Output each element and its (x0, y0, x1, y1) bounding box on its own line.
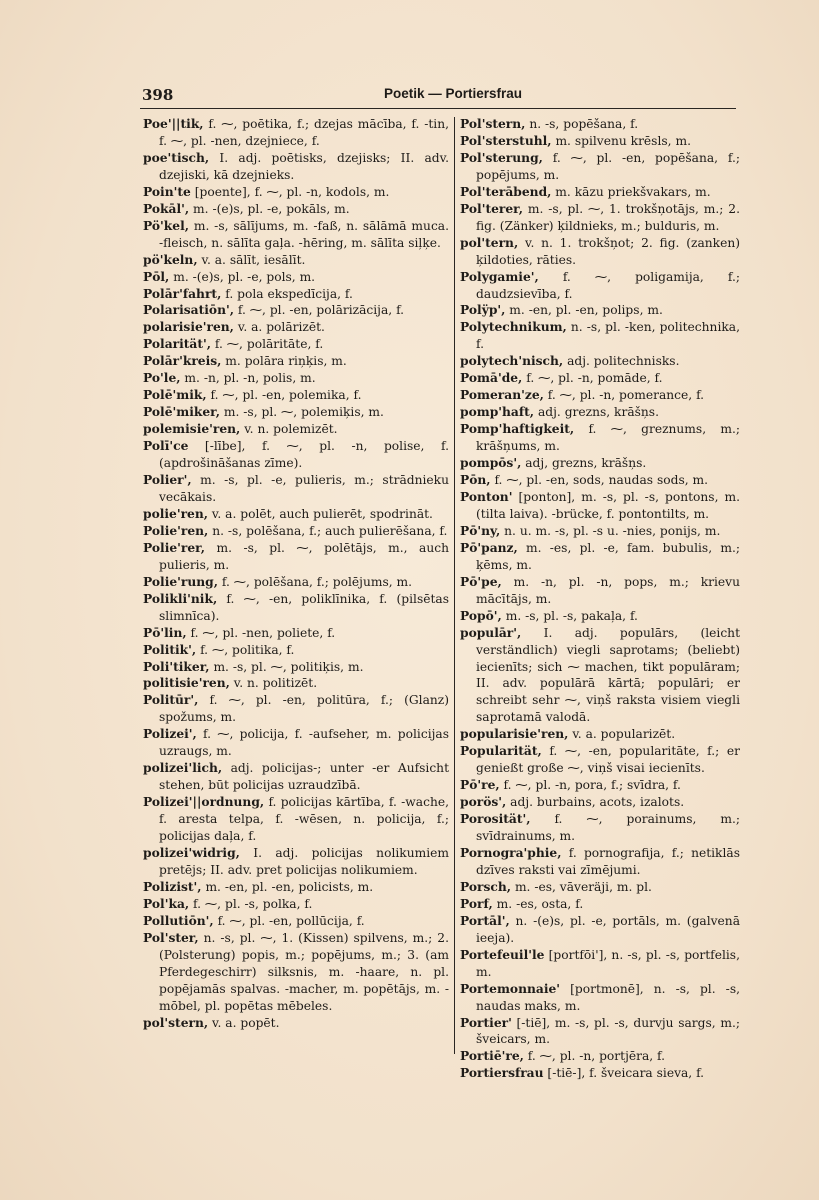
entry-headword: Pō'ny, (460, 522, 501, 538)
dictionary-entry (460, 269, 740, 303)
entry-headword: Polygamie', (460, 268, 539, 284)
entry-headword: Polikli'nik, (143, 590, 218, 606)
entry-headword: Popularität, (460, 743, 542, 759)
entry-definition: m. spilvenu krēsls, m. (551, 133, 691, 148)
entry-definition: v. n. politizēt. (229, 676, 318, 691)
entry-definition: n. -s, pl. -ken, politechnika, f. (476, 320, 740, 352)
entry-headword: porös', (460, 794, 507, 810)
entry-definition: f. ⁓, porainums, m.; svīdrainums, m. (476, 812, 740, 844)
entry-headword: Portiē're, (460, 1048, 524, 1064)
entry-definition: f. ⁓, policija, f. -aufseher, m. policijas uzraugs, m. (159, 727, 449, 759)
entry-headword: Pornogra'phie, (460, 844, 562, 860)
dictionary-entry (460, 184, 740, 201)
entry-definition: n. u. m. -s, pl. -s u. -nies, ponijs, m. (500, 523, 721, 538)
column-divider (454, 117, 455, 1054)
entry-definition: v. a. popēt. (208, 1015, 280, 1030)
entry-definition: m. -s, pl. -s, pakaļa, f. (501, 608, 638, 623)
dictionary-entry (460, 896, 740, 913)
entry-headword: Poe'||tik, (143, 116, 204, 131)
entry-headword: Polī'ce (143, 438, 189, 454)
entry-definition: f. pola ekspedīcija, f. (221, 286, 353, 301)
dictionary-entry (460, 913, 740, 947)
dictionary-entry (460, 455, 740, 472)
entry-headword: Pol'sterstuhl, (460, 132, 552, 148)
entry-definition: m. -n, pl. -n, pops, m.; krievu mācītājs, m. (476, 574, 740, 606)
entry-definition: adj. politechnisks. (563, 354, 680, 369)
dictionary-entry (143, 319, 449, 336)
dictionary-entry (460, 608, 740, 625)
dictionary-entry (143, 913, 449, 930)
dictionary-entry (143, 794, 449, 845)
entry-definition: f. ⁓, pl. -n, portjēra, f. (523, 1049, 666, 1064)
dictionary-entry (460, 201, 740, 235)
entry-definition: adj, grezns, krāšņs. (521, 456, 647, 471)
dictionary-entry (143, 472, 449, 506)
entry-definition: f. ⁓, polēšana, f.; polējums, m. (218, 574, 413, 589)
entry-headword: Pō'lin, (143, 624, 187, 640)
dictionary-entry (143, 642, 449, 659)
entry-definition: m. -(e)s, pl. -e, pols, m. (169, 269, 316, 284)
entry-headword: Poin'te (143, 183, 191, 199)
left-column (143, 116, 449, 1031)
entry-headword: Portāl', (460, 912, 510, 928)
dictionary-entry (143, 438, 449, 472)
entry-definition: f. ⁓, pl. -en, politūra, f.; (Glanz) spožums, m. (159, 693, 449, 725)
entry-headword: Pol'ka, (143, 895, 190, 911)
entry-definition: [-tiē], m. -s, pl. -s, durvju sargs, m.; šveicars, m. (476, 1015, 740, 1047)
dictionary-entry (143, 201, 449, 218)
entry-definition: [portfōi'], n. -s, pl. -s, portfelis, m. (476, 947, 740, 979)
entry-headword: polarisie'ren, (143, 319, 234, 335)
entry-headword: Pomp'haftigkeit, (460, 421, 575, 437)
dictionary-entry (143, 930, 449, 1015)
dictionary-entry (460, 302, 740, 319)
entry-headword: Polie'rung, (143, 573, 219, 589)
entry-definition: f. ⁓, pl. -n, pomāde, f. (522, 371, 663, 386)
entry-headword: Popō', (460, 607, 502, 623)
entry-headword: Politūr', (143, 692, 199, 708)
entry-definition: f. ⁓, poligamija, f.; daudzsievība, f. (476, 269, 740, 301)
entry-definition: I. adj. policijas nolikumiem pretējs; II. adv. pret policijas nolikumiem. (159, 845, 449, 877)
entry-headword: Portemonnaie' (460, 980, 561, 996)
entry-definition: f. ⁓, pl. -en, popēšana, f.; popējums, m. (476, 150, 740, 182)
dictionary-entry (460, 726, 740, 743)
entry-headword: Porosität', (460, 811, 531, 827)
entry-definition: m. -en, pl. -en, policists, m. (201, 879, 374, 894)
entry-headword: Portiersfrau (460, 1065, 544, 1081)
dictionary-entry (460, 540, 740, 574)
dictionary-entry (143, 845, 449, 879)
entry-definition: m. -s, sālījums, m. -faß, n. sālāmā muca. -fleisch, n. sālīta gaļa. -hēring, m. sālīta siļķe. (159, 218, 449, 250)
entry-definition: m. -en, pl. -en, polips, m. (505, 303, 663, 318)
dictionary-entry (143, 150, 449, 184)
entry-headword: Pomeran'ze, (460, 387, 544, 403)
dictionary-entry (460, 1065, 740, 1082)
entry-headword: Pōl, (143, 268, 170, 284)
entry-definition: [poente], f. ⁓, pl. -n, kodols, m. (190, 184, 390, 199)
entry-headword: poe'tisch, (143, 149, 210, 165)
entry-definition: f. ⁓, greznums, m.; krāšņums, m. (476, 422, 740, 454)
entry-definition: f. ⁓, politika, f. (196, 642, 295, 657)
entry-headword: Politik', (143, 641, 197, 657)
dictionary-entry (460, 404, 740, 421)
entry-headword: Pö'kel, (143, 217, 190, 233)
dictionary-entry (143, 387, 449, 404)
entry-definition: m. -s, pl. ⁓, politiķis, m. (209, 659, 364, 674)
entry-headword: Polie'ren, (143, 522, 209, 538)
entry-definition: v. n. 1. trokšņot; 2. fig. (zanken) ķildoties, rāties. (476, 235, 740, 267)
entry-headword: Po'le, (143, 370, 181, 386)
right-column (460, 116, 740, 1082)
dictionary-entry (460, 235, 740, 269)
entry-definition: f. ⁓, pl. -n, pora, f.; svīdra, f. (499, 778, 681, 793)
dictionary-entry (460, 353, 740, 370)
dictionary-entry (143, 269, 449, 286)
entry-headword: pol'tern, (460, 234, 519, 250)
entry-definition: [-lībe], f. ⁓, pl. -n, polise, f. (apdrošināšanas zīme). (159, 439, 449, 471)
dictionary-entry (460, 879, 740, 896)
dictionary-entry (460, 133, 740, 150)
entry-definition: f. ⁓, poētika, f.; dzejas mācība, f. -tin, f. ⁓, pl. -nen, dzejniece, f. (159, 117, 449, 148)
entry-headword: politisie'ren, (143, 675, 230, 691)
dictionary-entry (143, 625, 449, 642)
entry-headword: Pōn, (460, 472, 491, 488)
entry-headword: Pollutiōn', (143, 912, 214, 928)
entry-headword: Pol'terābend, (460, 183, 552, 199)
dictionary-entry (460, 743, 740, 777)
dictionary-entry (143, 659, 449, 676)
entry-definition: m. polāra riņķis, m. (221, 354, 347, 369)
dictionary-entry (460, 811, 740, 845)
dictionary-entry (460, 116, 740, 133)
dictionary-entry (143, 302, 449, 319)
entry-definition: adj. policijas-; unter -er Aufsicht stehen, būt policijas uzraudzībā. (159, 761, 449, 793)
entry-headword: Portefeuil'le (460, 946, 545, 962)
running-head: Poetik — Portiersfrau (384, 86, 523, 101)
entry-definition: m. -n, pl. -n, polis, m. (180, 371, 316, 386)
entry-definition: v. a. popularizēt. (568, 727, 676, 742)
entry-headword: Polē'mik, (143, 387, 207, 403)
dictionary-entry (460, 574, 740, 608)
entry-headword: Porf, (460, 895, 493, 911)
entry-headword: pomp'haft, (460, 404, 535, 420)
entry-headword: polie'ren, (143, 505, 209, 521)
dictionary-entry (143, 506, 449, 523)
dictionary-entry (143, 404, 449, 421)
dictionary-entry (143, 896, 449, 913)
entry-definition: I. adj. populārs, (leicht verständlich) viegli saprotams; (beliebt) iecienīts; sich ⁓ machen, tikt populāram; II. adv. populārā kārtā; populāri; er schreibt sehr ⁓, viņš raksta visiem viegli saprotamā valodā. (476, 625, 740, 725)
entry-definition: m. -s, pl. ⁓, polētājs, m., auch pulieris, m. (159, 540, 449, 572)
entry-definition: f. ⁓, pl. -en, sods, naudas sods, m. (490, 473, 709, 488)
entry-headword: Pō'pe, (460, 573, 502, 589)
dictionary-entry (143, 540, 449, 574)
entry-headword: Poli'tiker, (143, 658, 210, 674)
entry-headword: Polarität', (143, 336, 212, 352)
entry-definition: f. ⁓, pl. -s, polka, f. (189, 896, 313, 911)
entry-definition: m. kāzu priekšvakars, m. (551, 184, 711, 199)
entry-headword: Polarisatiōn', (143, 302, 234, 318)
dictionary-entry (460, 777, 740, 794)
entry-definition: [ponton], m. -s, pl. -s, pontons, m. (tilta laiva). -brücke, f. pontontilts, m. (476, 489, 740, 521)
entry-headword: Pol'sterung, (460, 149, 543, 165)
entry-headword: pompōs', (460, 455, 522, 471)
dictionary-entry (143, 591, 449, 625)
dictionary-entry (143, 336, 449, 353)
entry-definition: v. a. polārizēt. (233, 320, 325, 335)
dictionary-entry (143, 252, 449, 269)
dictionary-entry (143, 523, 449, 540)
entry-headword: Pokāl', (143, 200, 190, 216)
dictionary-entry (143, 675, 449, 692)
entry-headword: Polier', (143, 472, 192, 488)
entry-headword: popularisie'ren, (460, 726, 569, 742)
entry-definition: f. ⁓, -en, poliklīnika, f. (pilsētas slimnīca). (159, 591, 449, 623)
entry-headword: Polytechnikum, (460, 319, 567, 335)
entry-headword: Pomā'de, (460, 370, 523, 386)
entry-definition: v. a. polēt, auch pulierēt, spodrināt. (208, 506, 433, 521)
dictionary-entry (460, 370, 740, 387)
dictionary-entry (460, 523, 740, 540)
dictionary-entry (460, 387, 740, 404)
entry-headword: pol'stern, (143, 1014, 209, 1030)
dictionary-entry (460, 1048, 740, 1065)
entry-definition: I. adj. poētisks, dzejisks; II. adv. dzejiski, kā dzejnieks. (159, 150, 449, 182)
dictionary-entry (143, 692, 449, 726)
dictionary-entry (143, 421, 449, 438)
entry-headword: Polār'fahrt, (143, 285, 222, 301)
entry-definition: n. -s, polēšana, f.; auch pulierēšana, f. (208, 523, 448, 538)
dictionary-entry (143, 370, 449, 387)
entry-headword: Polē'miker, (143, 404, 220, 420)
entry-headword: Pō're, (460, 777, 500, 793)
dictionary-entry (143, 184, 449, 201)
dictionary-entry (143, 760, 449, 794)
dictionary-entry (460, 794, 740, 811)
entry-definition: adj. burbains, acots, izalots. (506, 795, 685, 810)
entry-definition: n. -(e)s, pl. -e, portāls, m. (galvenā ieeja). (476, 913, 740, 945)
entry-definition: m. -(e)s, pl. -e, pokāls, m. (189, 201, 350, 216)
dictionary-entry (143, 218, 449, 252)
entry-headword: Polizei', (143, 726, 197, 742)
header-rule (140, 108, 736, 109)
entry-definition: f. ⁓, -en, popularitāte, f.; er genießt große ⁓, viņš visai iecienīts. (476, 744, 740, 776)
dictionary-entry (143, 116, 449, 150)
entry-definition: adj. grezns, krāšņs. (534, 405, 659, 420)
entry-definition: f. ⁓, polāritāte, f. (211, 337, 324, 352)
entry-headword: polytech'nisch, (460, 353, 564, 369)
entry-headword: Polie'rer, (143, 539, 205, 555)
dictionary-entry (143, 353, 449, 370)
entry-definition: m. -es, vāveräji, m. pl. (511, 879, 652, 894)
dictionary-entry (460, 981, 740, 1015)
entry-definition: n. -s, pl. ⁓, 1. (Kissen) spilvens, m.; 2. (Polsterung) popis, m.; popējums, m.; 3. (am Pferdegeschirr) silksnis, m. -haare, n. pl. popējamās spalvas. -macher, m. popētājs, m. -mōbel, pl. popētas mēbeles. (159, 930, 449, 1013)
dictionary-entry (460, 150, 740, 184)
entry-headword: Ponton' (460, 488, 513, 504)
entry-definition: v. n. polemizēt. (240, 422, 338, 437)
dictionary-entry (460, 319, 740, 353)
entry-definition: m. -es, osta, f. (492, 896, 584, 911)
dictionary-entry (460, 947, 740, 981)
dictionary-entry (460, 472, 740, 489)
entry-headword: Pol'ster, (143, 929, 199, 945)
entry-headword: Pol'terer, (460, 200, 523, 216)
page-number: 398 (142, 86, 174, 104)
entry-definition: m. -es, pl. -e, fam. bubulis, m.; ķēms, m. (476, 540, 740, 572)
entry-definition: f. ⁓, pl. -en, pollūcija, f. (213, 913, 365, 928)
entry-headword: polizei'widrig, (143, 844, 240, 860)
entry-definition: v. a. sālīt, iesālīt. (197, 252, 306, 267)
entry-headword: pö'keln, (143, 251, 198, 267)
dictionary-entry (143, 1015, 449, 1032)
entry-headword: Pō'panz, (460, 539, 518, 555)
dictionary-entry (460, 1015, 740, 1049)
entry-definition: m. -s, pl. ⁓, polemiķis, m. (219, 405, 384, 420)
entry-definition: [portmonē], n. -s, pl. -s, naudas maks, m. (476, 981, 740, 1013)
entry-headword: Pol'stern, (460, 116, 526, 131)
entry-headword: Polÿp', (460, 302, 506, 318)
entry-headword: Polizist', (143, 878, 202, 894)
dictionary-entry (143, 574, 449, 591)
dictionary-entry (460, 489, 740, 523)
entry-definition: f. ⁓, pl. -en, polemika, f. (206, 388, 362, 403)
entry-definition: f. policijas kārtība, f. -wache, f. aresta telpa, f. -wēsen, n. policija, f.; policijas daļa, f. (159, 795, 449, 844)
dictionary-entry (143, 286, 449, 303)
entry-definition: n. -s, popēšana, f. (525, 117, 639, 131)
entry-definition: m. -s, pl. -e, pulieris, m.; strādnieku vecākais. (159, 473, 449, 504)
entry-headword: Polār'kreis, (143, 353, 222, 369)
entry-definition: f. ⁓, pl. -n, pomerance, f. (543, 388, 705, 403)
entry-headword: polizei'lich, (143, 760, 223, 776)
entry-definition: m. -s, pl. ⁓, 1. trokšņotājs, m.; 2. fig. (Zänker) ķildnieks, m.; bulduris, m. (476, 201, 740, 233)
entry-headword: polemisie'ren, (143, 421, 241, 437)
entry-definition: f. ⁓, pl. -en, polārizācija, f. (234, 303, 405, 318)
entry-definition: [-tiē-], f. šveicara sieva, f. (543, 1066, 705, 1081)
entry-headword: Polizei'||ordnung, (143, 794, 265, 810)
dictionary-entry (143, 879, 449, 896)
entry-headword: populār', (460, 624, 522, 640)
dictionary-entry (143, 726, 449, 760)
entry-headword: Porsch, (460, 878, 512, 894)
entry-definition: f. ⁓, pl. -nen, poliete, f. (186, 625, 336, 640)
dictionary-entry (460, 421, 740, 455)
entry-headword: Portier' (460, 1014, 512, 1030)
entry-definition: f. pornografija, f.; netiklās dzīves raksti vai zīmējumi. (476, 845, 740, 877)
dictionary-entry (460, 845, 740, 879)
dictionary-entry (460, 625, 740, 727)
